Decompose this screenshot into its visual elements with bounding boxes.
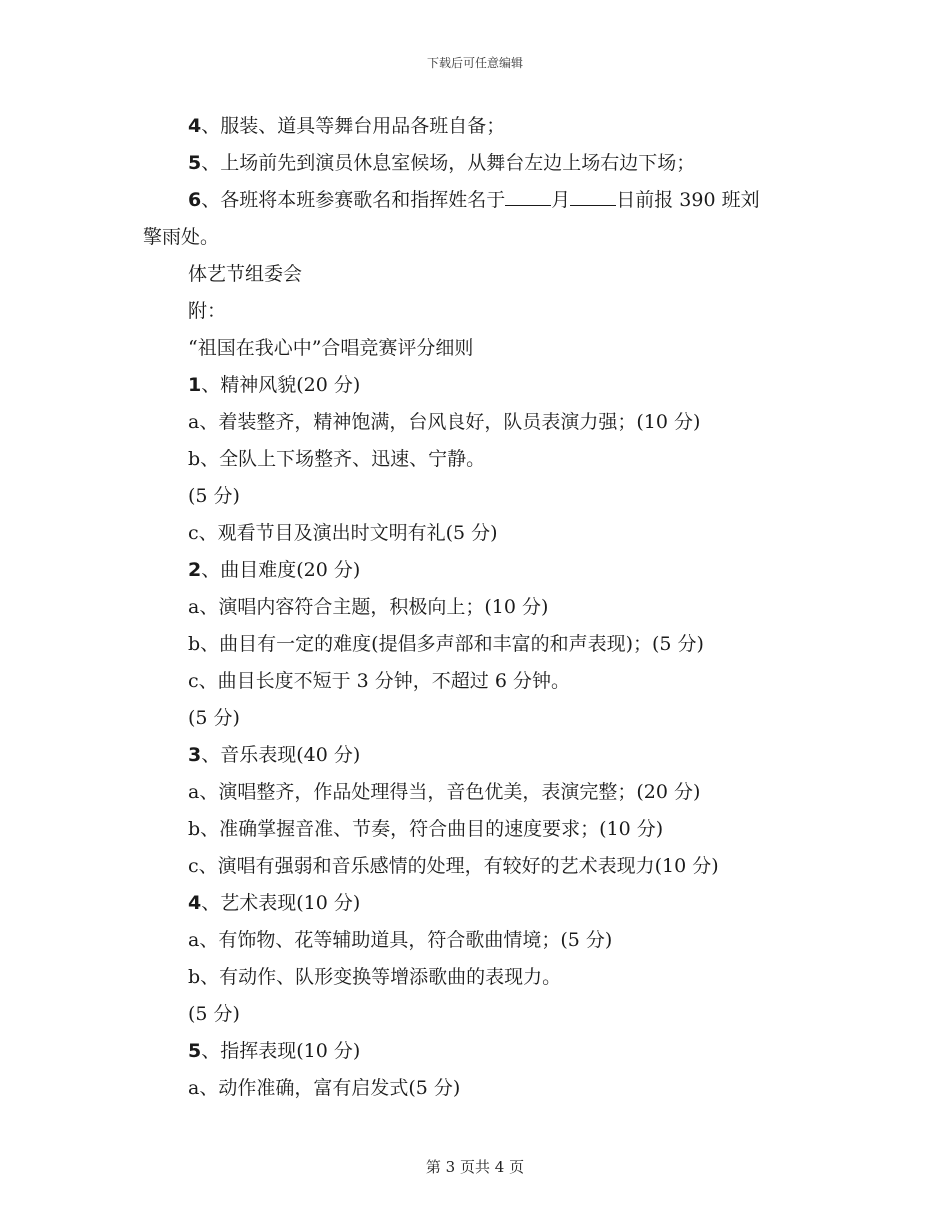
- criterion-line: c、曲目长度不短于 3 分钟，不超过 6 分钟。: [188, 670, 570, 692]
- rule-item-4: 4、服装、道具等舞台用品各班自备；: [188, 115, 506, 137]
- item-number: 5: [188, 152, 202, 174]
- criterion-line: b、曲目有一定的难度(提倡多声部和丰富的和声表现)；(5 分): [188, 633, 704, 655]
- score-line: (5 分): [188, 485, 240, 507]
- document-body: [143, 108, 823, 1107]
- section-heading: 4、艺术表现(10 分): [188, 892, 361, 914]
- appendix-title: “祖国在我心中”合唱竞赛评分细则: [188, 337, 474, 359]
- criterion-line: b、准确掌握音准、节奏，符合曲目的速度要求；(10 分): [188, 818, 664, 840]
- section-number: 2: [188, 559, 202, 581]
- criterion-line: c、演唱有强弱和音乐感情的处理，有较好的艺术表现力(10 分): [188, 855, 719, 877]
- section-number: 3: [188, 744, 202, 766]
- section-number: 4: [188, 892, 202, 914]
- day-blank: [570, 185, 616, 206]
- page-number: 第 3 页共 4 页: [425, 1158, 525, 1176]
- organizer-signature: 体艺节组委会: [188, 263, 303, 285]
- header-note: 下载后可任意编辑: [426, 56, 523, 70]
- criterion-line: a、演唱整齐，作品处理得当，音色优美，表演完整；(20 分): [188, 781, 701, 803]
- rule-item-6: 6、各班将本班参赛歌名和指挥姓名于 月 日前报 390 班刘: [143, 182, 823, 219]
- rule-item-6-continued: 擎雨处。: [143, 226, 220, 248]
- item-number: 4: [188, 115, 202, 137]
- criterion-line: a、动作准确，富有启发式(5 分): [188, 1077, 461, 1099]
- section-heading: 5、指挥表现(10 分): [188, 1040, 361, 1062]
- score-line: (5 分): [188, 1003, 240, 1025]
- criterion-line: a、着装整齐，精神饱满，台风良好，队员表演力强；(10 分): [188, 411, 701, 433]
- month-blank: [505, 185, 551, 206]
- section-number: 5: [188, 1040, 202, 1062]
- criterion-line: a、有饰物、花等辅助道具，符合歌曲情境；(5 分): [188, 929, 613, 951]
- criterion-line: b、有动作、队形变换等增添歌曲的表现力。: [188, 966, 562, 988]
- criterion-line: c、观看节目及演出时文明有礼(5 分): [188, 522, 498, 544]
- score-line: (5 分): [188, 707, 240, 729]
- appendix-label: 附：: [188, 300, 227, 322]
- rule-item-5: 5、上场前先到演员休息室候场，从舞台左边上场右边下场；: [188, 152, 696, 174]
- section-heading: 3、音乐表现(40 分): [188, 744, 361, 766]
- section-heading: 1、精神风貌(20 分): [188, 374, 361, 396]
- item-number: 6: [188, 189, 202, 211]
- criterion-line: a、演唱内容符合主题，积极向上；(10 分): [188, 596, 549, 618]
- section-number: 1: [188, 374, 202, 396]
- section-heading: 2、曲目难度(20 分): [188, 559, 361, 581]
- criterion-line: b、全队上下场整齐、迅速、宁静。: [188, 448, 486, 470]
